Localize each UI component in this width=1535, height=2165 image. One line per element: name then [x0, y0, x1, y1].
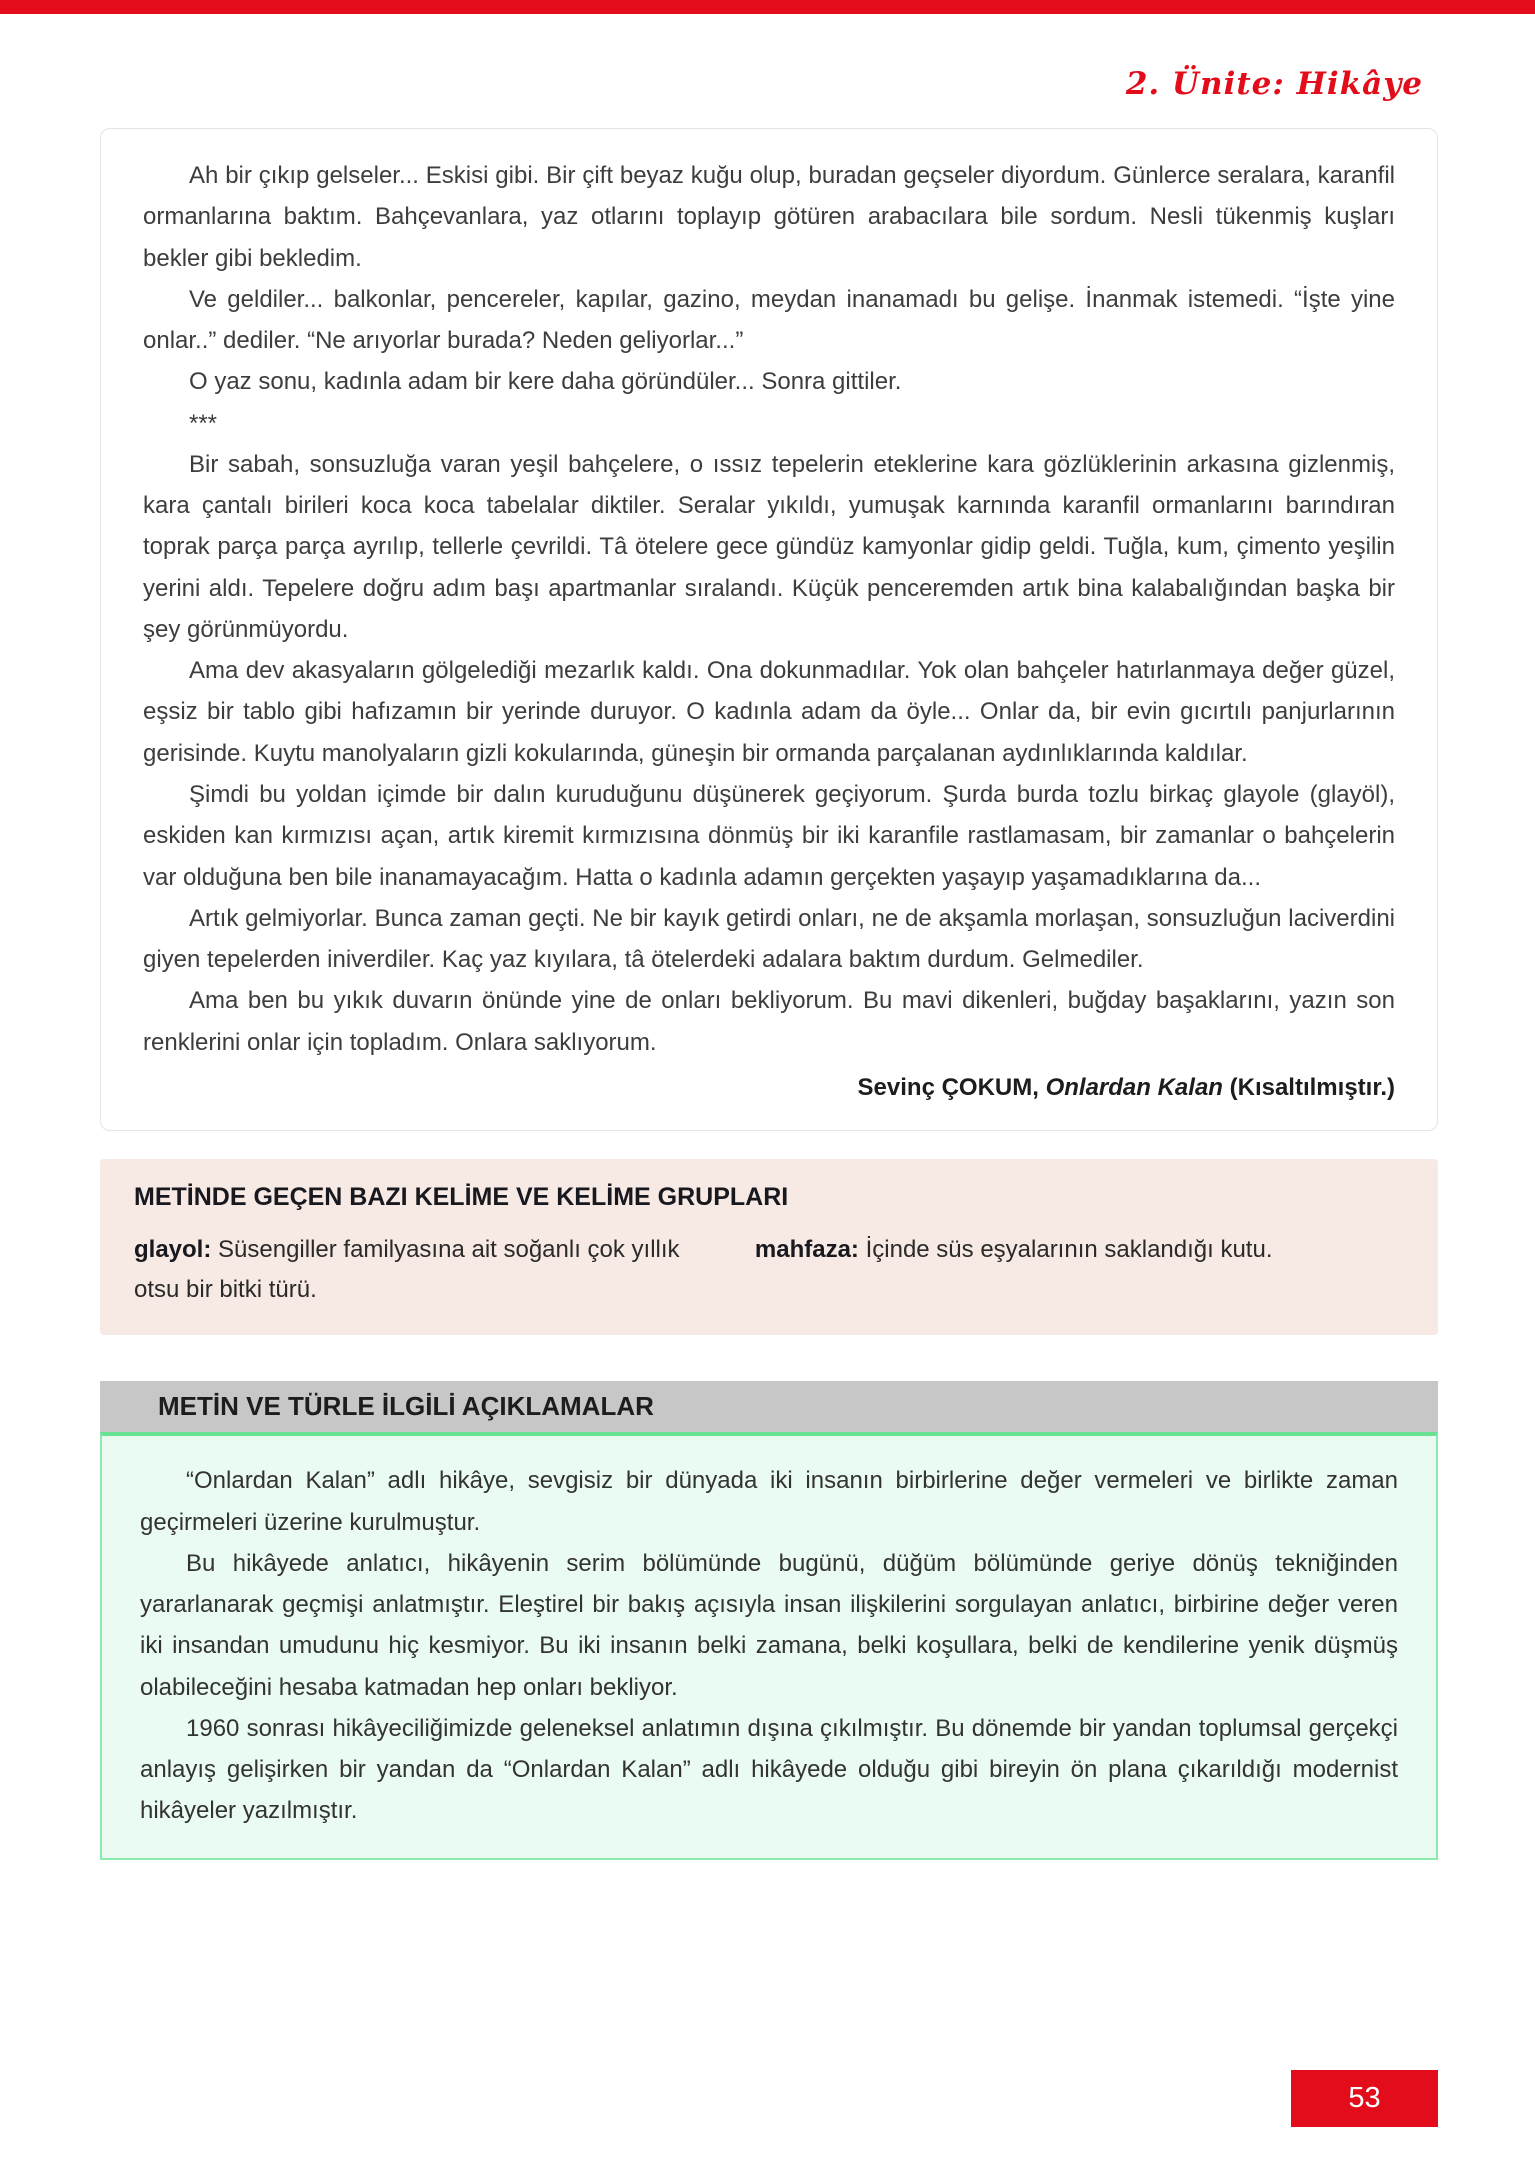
glossary-term: mahfaza: [754, 1236, 859, 1264]
explanations-section-title: METİN VE TÜRLE İLGİLİ AÇIKLAMALAR [100, 1381, 1438, 1432]
attribution-author: Sevinç ÇOKUM, [857, 1073, 1046, 1101]
glossary-entries [134, 1230, 1404, 1309]
story-paragraph: Artık gelmiyorlar. Bunca zaman geçti. Ne bir kayık getirdi onları, ne de akşamla morlaşan, sonsuzluğun laciverdini giyen tepelerden iniverdiler. Kaç yaz kıyılara, tâ ötelerdeki adalara baktım durdum. Gelmediler. [143, 904, 1395, 974]
glossary-entry [755, 1230, 1428, 1309]
story-paragraph: Ve geldiler... balkonlar, pencereler, kapılar, gazino, meydan inanamadı bu gelişe. İnanmak istemedi. “İşte yine onlar..” dediler. “Ne arıyorlar burada? Neden geliyorlar...” [143, 285, 1395, 355]
explanations-content-box [100, 1432, 1438, 1859]
story-paragraph: Şimdi bu yoldan içimde bir dalın kuruduğunu düşünerek geçiyorum. Şurda burda tozlu birkaç glayole (glayöl), eskiden kan kırmızısı açan, artık kiremit kırmızısına dönmüş bir iki karanfile rastlamasam, bir zamanlar o bahçelerin var olduğuna ben bile inanamayacağım. Hatta o kadınla adamın gerçekten yaşayıp yaşamadıklarına da... [143, 780, 1395, 891]
glossary-definition: Süsengiller familyasına ait soğanlı çok yıllık otsu bir bitki türü. [134, 1236, 680, 1303]
explanation-paragraph: “Onlardan Kalan” adlı hikâye, sevgisiz bir dünyada iki insanın birbirlerine değer vermeleri ve birlikte zaman geçirmeleri üzerine kurulmuştur. [140, 1467, 1398, 1536]
attribution-work-title: Onlardan Kalan [1045, 1073, 1223, 1101]
page-number-badge: 53 [1291, 2070, 1438, 2127]
explanation-paragraph: Bu hikâyede anlatıcı, hikâyenin serim bölümünde bugünü, düğüm bölümünde geriye dönüş tekniğinden yararlanarak geçmişi anlatmıştır. Eleştirel bir bakış açısıyla insan ilişkilerini sorgulayan anlatıcı, birbirine değer veren iki insandan umudunu hiç kesmiyor. Bu iki insanın belki zamana, belki koşullara, belki de kendilerine yenik düşmüş olabileceğini hesaba katmadan hep onları bekliyor. [140, 1549, 1398, 1701]
top-red-bar [0, 0, 1535, 14]
glossary-box [100, 1159, 1438, 1335]
story-paragraph: Ah bir çıkıp gelseler... Eskisi gibi. Bir çift beyaz kuğu olup, buradan geçseler diyordum. Günlerce seralara, karanfil ormanlarına baktım. Bahçevanlara, yaz otlarını toplayıp götüren arabacılara bile sordum. Nesli tükenmiş kuşları bekler gibi bekledim. [143, 162, 1395, 272]
attribution-line [143, 1067, 1395, 1108]
story-paragraph: Ama ben bu yıkık duvarın önünde yine de onları bekliyorum. Bu mavi dikenleri, buğday başaklarını, yazın son renklerini onlar için topladım. Onlara saklıyorum. [143, 987, 1395, 1056]
unit-header-title: 2. Ünite: Hikâye [1125, 66, 1423, 102]
glossary-title: METİNDE GEÇEN BAZI KELİME VE KELİME GRUPLARI [134, 1183, 789, 1212]
glossary-entry [134, 1230, 731, 1309]
story-paragraph: Bir sabah, sonsuzluğa varan yeşil bahçelere, o ıssız tepelerin eteklerine kara gözlüklerinin arkasına gizlenmiş, kara çantalı birileri koca koca tabelalar diktiler. Seralar yıkıldı, yumuşak karnında karanfil ormanlarını barındıran toprak parça parça ayrılıp, tellerle çevrildi. Tâ ötelere gece gündüz kamyonlar gidip geldi. Tuğla, kum, çimento yeşilin yerini aldı. Tepelere doğru adım başı apartmanlar sıralandı. Küçük penceremden artık bina kalabalığından başka bir şey görünmüyordu. [143, 450, 1395, 643]
story-paragraph: Ama dev akasyaların gölgelediği mezarlık kaldı. Ona dokunmadılar. Yok olan bahçeler hatırlanmaya değer güzel, eşsiz bir tablo gibi hafızamın bir yerinde duruyor. O kadınla adam da öyle... Onlar da, bir evin gıcırtılı panjurlarının gerisinde. Kuytu manolyaların gizli kokularında, güneşin bir ormanda parçalanan aydınlıklarında kaldılar. [143, 657, 1395, 767]
glossary-definition: İçinde süs eşyalarının saklandığı kutu. [858, 1236, 1273, 1264]
story-paragraph: O yaz sonu, kadınla adam bir kere daha göründüler... Sonra gittiler. [189, 368, 902, 396]
explanations-section [100, 1381, 1438, 1859]
story-text-block [100, 128, 1438, 1131]
explanation-paragraph: 1960 sonrası hikâyeciliğimizde geleneksel anlatımın dışına çıkılmıştır. Bu dönemde bir yandan toplumsal gerçekçi anlayış gelişirken bir yandan da “Onlardan Kalan” adlı hikâyede olduğu gibi bireyin ön plana çıkarıldığı modernist hikâyeler yazılmıştır. [140, 1714, 1398, 1825]
attribution-note: (Kısaltılmıştır.) [1222, 1073, 1395, 1101]
story-separator: *** [189, 409, 218, 437]
glossary-term: glayol: [134, 1236, 212, 1264]
